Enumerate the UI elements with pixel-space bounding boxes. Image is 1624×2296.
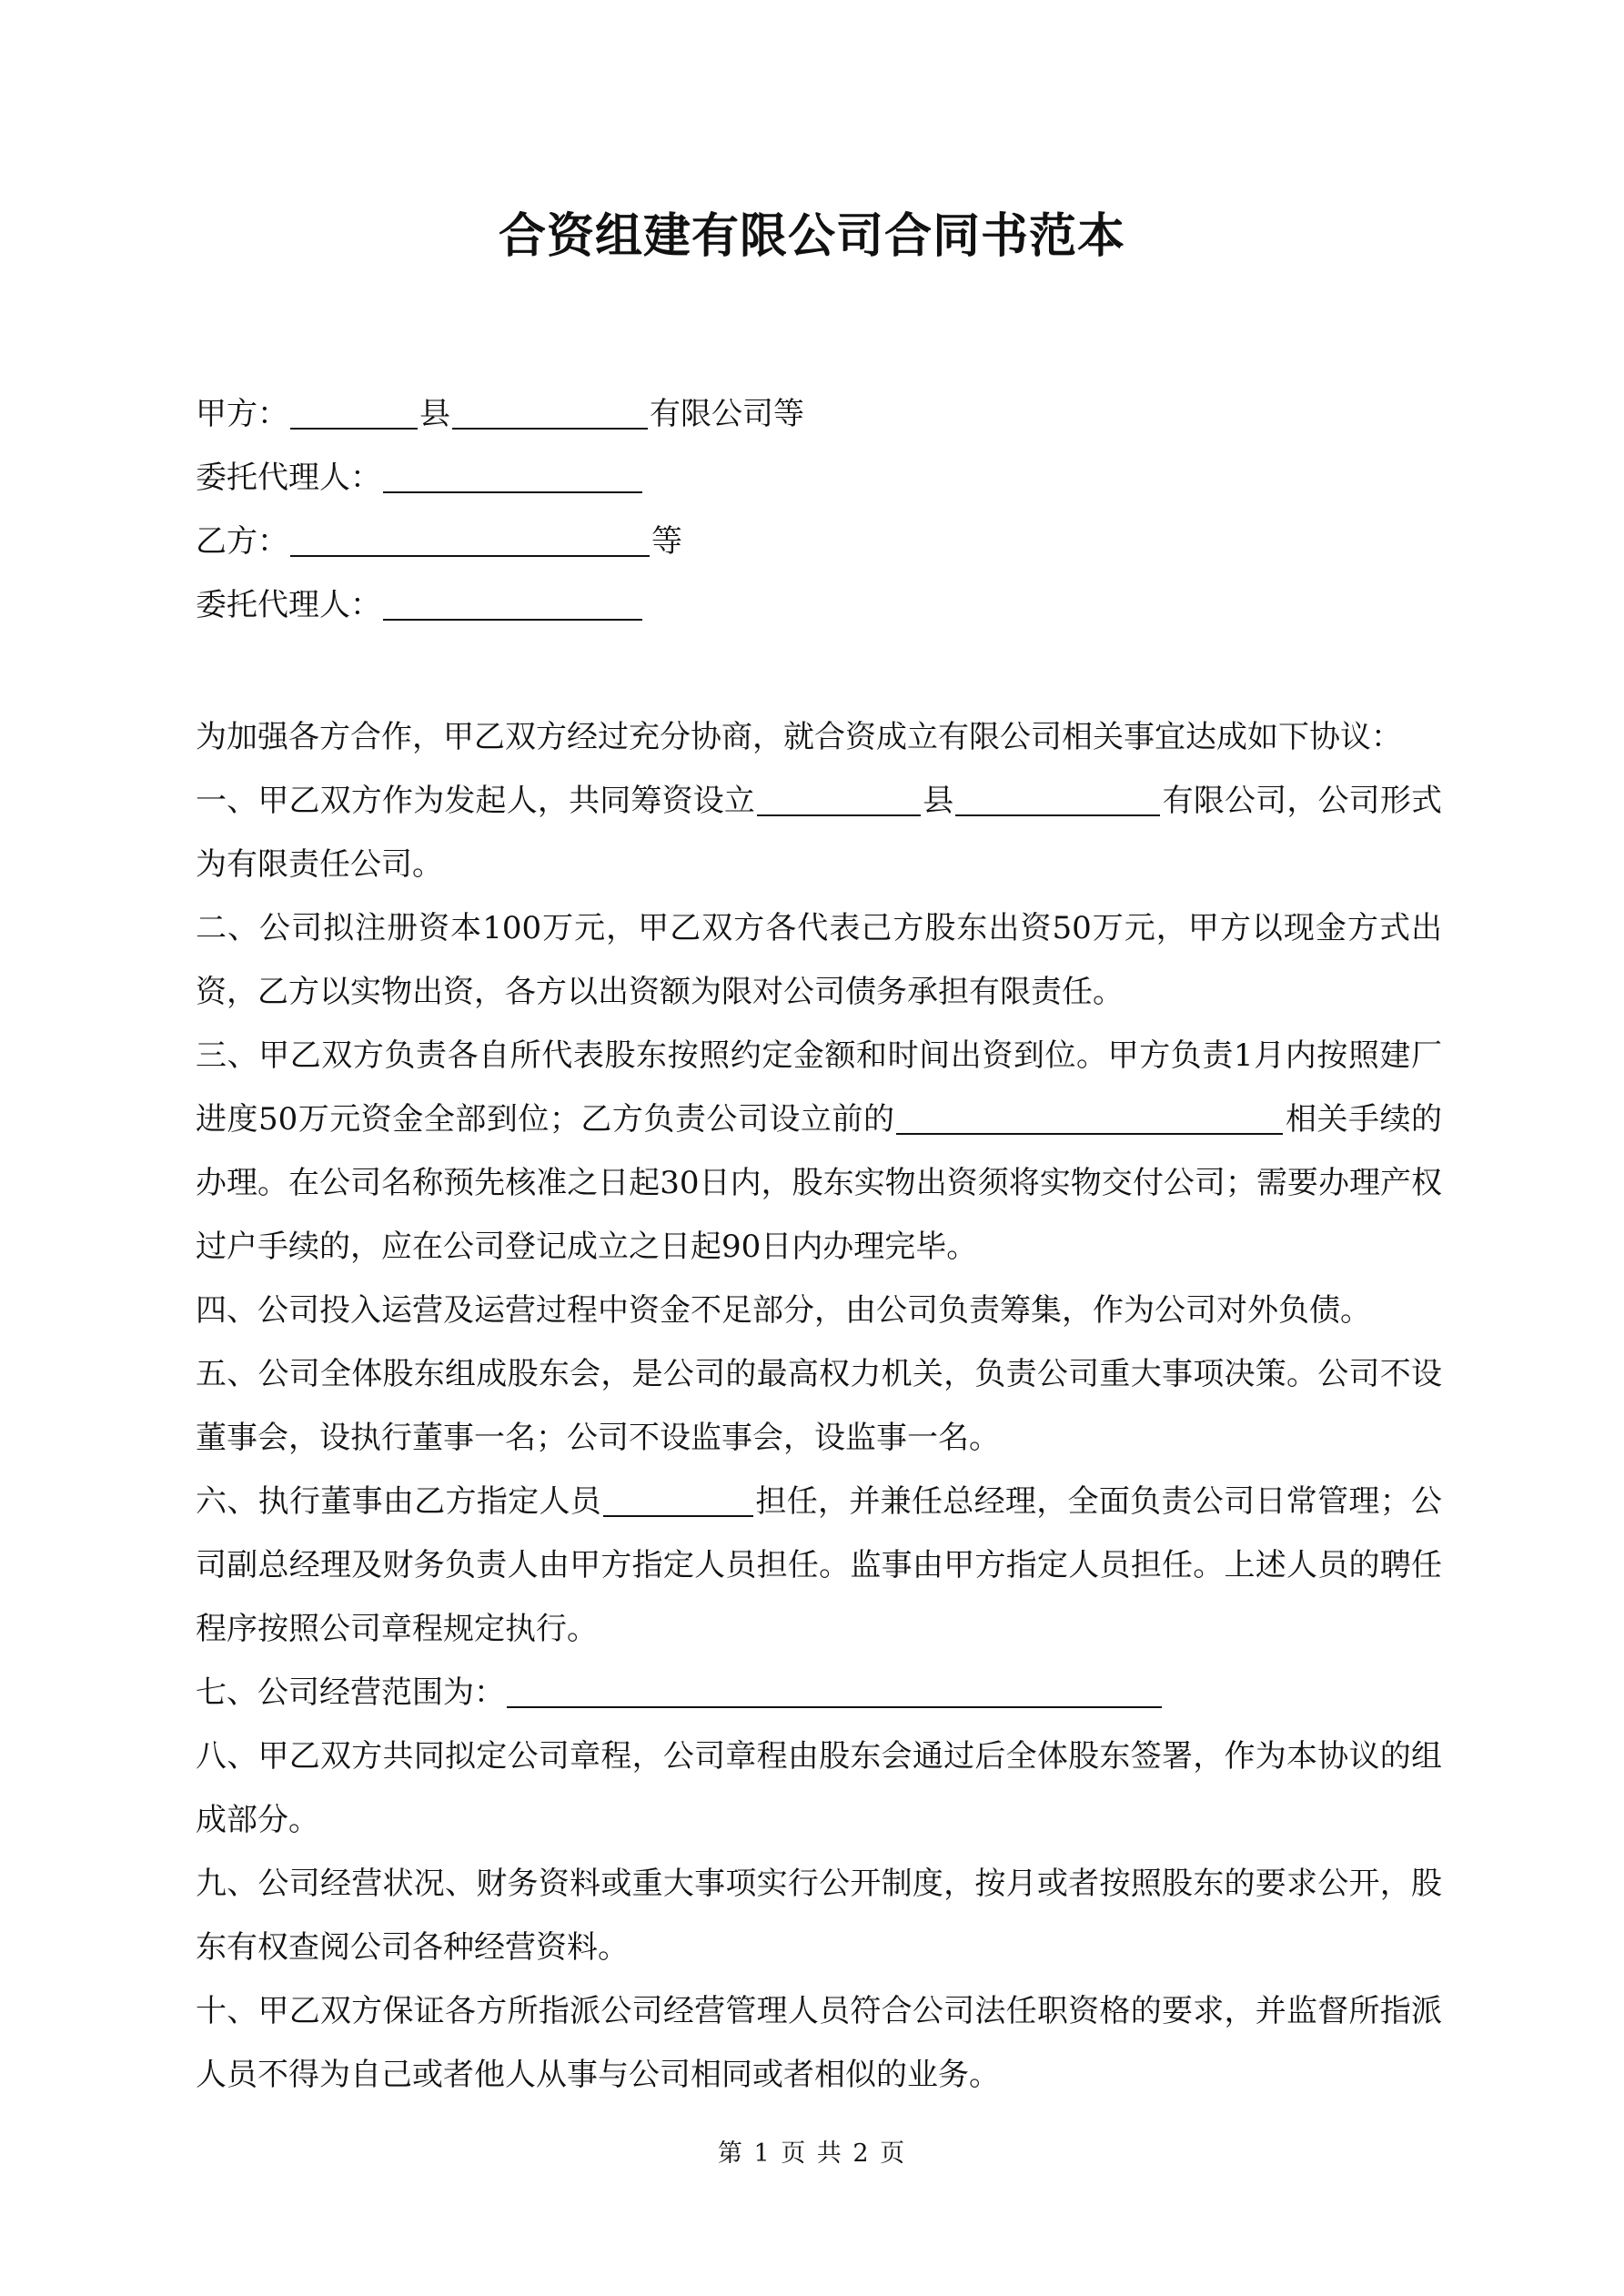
- party-a-county-suffix: 县: [419, 396, 450, 432]
- parties-section: [196, 382, 1442, 637]
- page-title: 合资组建有限公司合同书范本: [498, 208, 1125, 264]
- intro-paragraph: 为加强各方合作，甲乙双方经过充分协商，就合资成立有限公司相关事宜达成如下协议：: [196, 719, 1402, 755]
- clause-8: 八、甲乙双方共同拟定公司章程，公司章程由股东会通过后全体股东签署，作为本协议的组成部分。: [196, 1738, 1442, 1838]
- clause-5: 五、公司全体股东组成股东会，是公司的最高权力机关，负责公司重大事项决策。公司不设董事会，设执行董事一名；公司不设监事会，设监事一名。: [196, 1356, 1442, 1456]
- agent-a-blank: [383, 464, 642, 493]
- party-a-line: [196, 382, 1442, 446]
- party-a-company-blank: [452, 400, 648, 430]
- party-a-county-blank: [290, 400, 418, 430]
- clause-10: 十、甲乙双方保证各方所指派公司经营管理人员符合公司法任职资格的要求，并监督所指派人员不得为自己或者他人从事与公司相同或者相似的业务。: [196, 1993, 1442, 2093]
- clause-7: [196, 1661, 1442, 1725]
- party-b-label: 乙方：: [196, 523, 288, 560]
- agreement-body: [196, 705, 1442, 2107]
- agent-a-label: 委托代理人：: [196, 460, 381, 496]
- clause-1-text-b: 县: [923, 783, 954, 819]
- clause-3-text-b: 相关手续的办理。在公司名称预先核准之日起30日内，股东实物出资须将实物交付公司；需要办理产权过户手续的，应在公司登记成立之日起90日内办理完毕。: [196, 1101, 1442, 1265]
- clause-1-text-c: 有限公司，公司形式为有限责任公司。: [196, 783, 1443, 883]
- clause-3: [196, 1024, 1442, 1279]
- page-footer: 第 1 页 共 2 页: [717, 2139, 907, 2168]
- clause-1: [196, 769, 1442, 896]
- clause-1-county-blank: [757, 787, 921, 816]
- clause-2: 二、公司拟注册资本100万元，甲乙双方各代表己方股东出资50万元，甲方以现金方式出资，乙方以实物出资，各方以出资额为限对公司债务承担有限责任。: [196, 910, 1442, 1010]
- clause-1-company-blank: [955, 787, 1160, 816]
- clause-6-text-a: 六、执行董事由乙方指定人员: [196, 1483, 602, 1520]
- party-b-blank: [290, 528, 650, 557]
- clause-3-blank: [896, 1106, 1283, 1135]
- clause-9: 九、公司经营状况、财务资料或重大事项实行公开制度，按月或者按照股东的要求公开，股东有权查阅公司各种经营资料。: [196, 1866, 1442, 1966]
- party-b-line: [196, 510, 1442, 573]
- clause-4: 四、公司投入运营及运营过程中资金不足部分，由公司负责筹集，作为公司对外负债。: [196, 1292, 1371, 1329]
- clause-6-text-b: 担任，并兼任总经理，全面负责公司日常管理；公司副总经理及财务负责人由甲方指定人员担任。监事由甲方指定人员担任。上述人员的聘任程序按照公司章程规定执行。: [196, 1483, 1443, 1647]
- agent-b-blank: [383, 592, 642, 621]
- clause-7-text: 七、公司经营范围为：: [196, 1674, 505, 1711]
- clause-6-blank: [603, 1488, 753, 1517]
- clause-6: [196, 1470, 1442, 1661]
- party-a-label: 甲方：: [196, 396, 288, 432]
- clause-3-text-a: 三、甲乙双方负责各自所代表股东按照约定金额和时间出资到位。甲方负责1月内按照建厂进度50万元资金全部到位；乙方负责公司设立前的: [196, 1037, 1442, 1138]
- clause-1-text-a: 一、甲乙双方作为发起人，共同筹资设立: [196, 783, 756, 819]
- party-b-suffix: 等: [651, 523, 682, 560]
- agent-b-line: [196, 573, 1442, 637]
- agent-a-line: [196, 446, 1442, 510]
- agent-b-label: 委托代理人：: [196, 587, 381, 623]
- clause-7-blank: [507, 1679, 1162, 1708]
- party-a-company-suffix: 有限公司等: [650, 396, 804, 432]
